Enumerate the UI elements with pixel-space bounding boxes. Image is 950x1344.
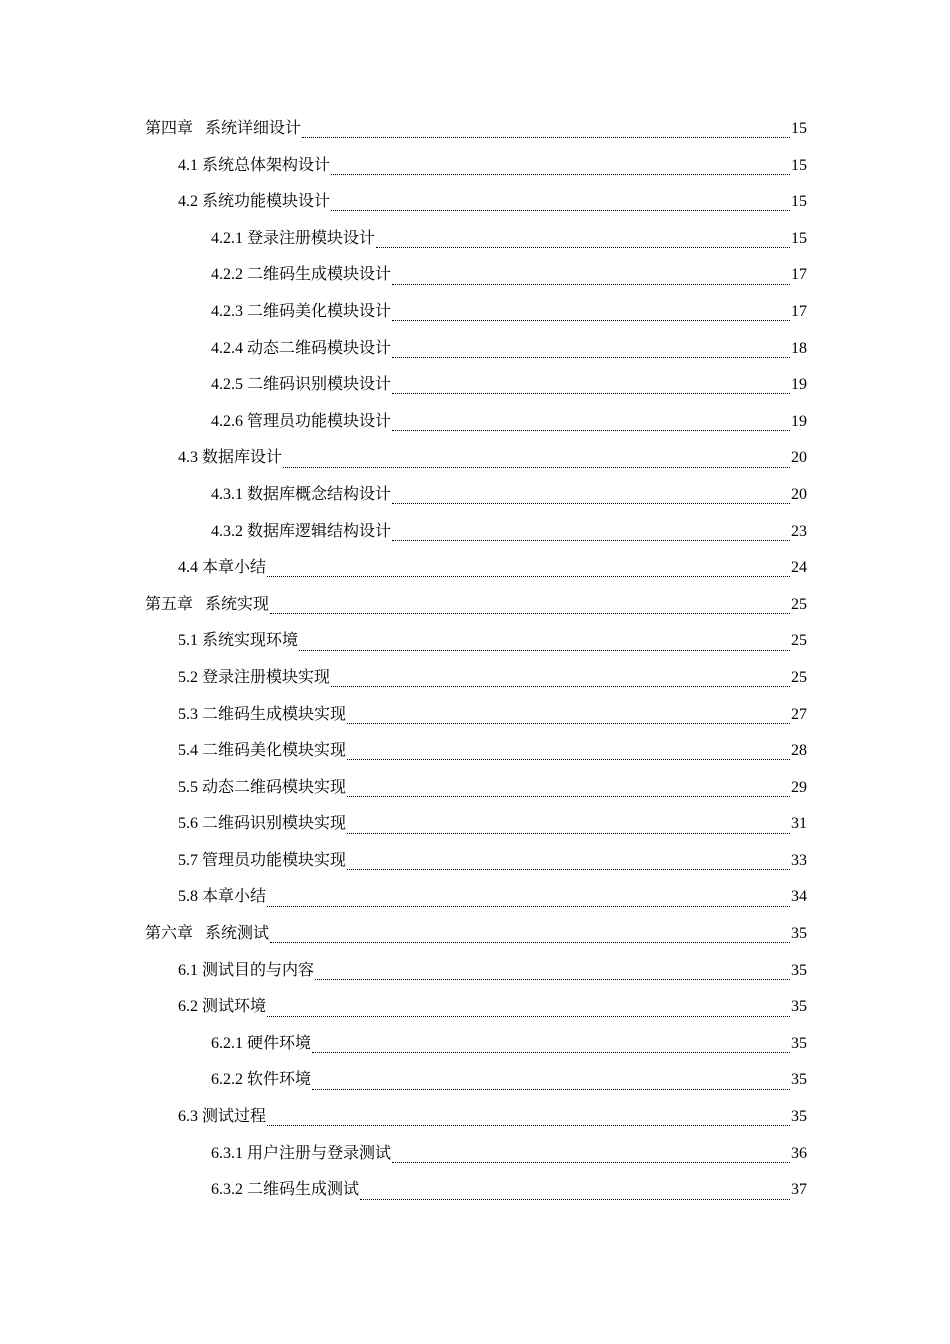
toc-entry-5-4[interactable] [145,733,807,770]
toc-entry-number: 5.1 [178,632,198,650]
toc-entry-number: 5.3 [178,705,198,723]
toc-entry-page: 35 [791,998,807,1016]
dot-leader [331,198,790,214]
toc-entry-page: 15 [791,120,807,137]
toc-entry-4-3-1[interactable] [145,477,807,514]
toc-entry-title: 系统实现 [205,595,270,613]
dot-leader [392,491,790,507]
toc-entry-number: 4.2.4 [211,339,243,357]
toc-entry-6-2[interactable] [145,989,807,1026]
toc-entry-page: 25 [791,595,807,613]
toc-entry-chapter-4[interactable] [145,111,807,148]
dot-leader [267,564,790,580]
toc-entry-4-2-2[interactable] [145,257,807,294]
dot-leader [331,162,790,178]
toc-entry-6-2-1[interactable] [145,1026,807,1063]
toc-entry-page: 25 [791,632,807,650]
dot-leader [283,455,790,471]
toc-entry-4-4[interactable] [145,550,807,587]
dot-leader [392,272,790,288]
toc-entry-page: 19 [791,412,807,430]
toc-entry-4-2-4[interactable] [145,331,807,368]
table-of-contents [145,111,807,1209]
toc-entry-page: 17 [791,266,807,284]
toc-entry-5-6[interactable] [145,806,807,843]
toc-entry-number: 5.4 [178,742,198,760]
toc-entry-4-2[interactable] [145,184,807,221]
dot-leader [347,747,790,763]
toc-entry-page: 35 [791,1108,807,1126]
toc-entry-number: 5.5 [178,778,198,796]
toc-entry-title: 二维码美化模块设计 [247,302,392,320]
toc-entry-number: 6.3.2 [211,1181,243,1199]
toc-entry-page: 29 [791,778,807,796]
toc-entry-6-3-2[interactable] [145,1172,807,1209]
dot-leader [299,638,790,654]
toc-entry-number: 第五章 [145,595,194,613]
toc-entry-page: 17 [791,302,807,320]
toc-entry-chapter-6[interactable] [145,916,807,953]
toc-entry-page: 24 [791,559,807,577]
dot-leader [376,235,790,251]
toc-entry-6-1[interactable] [145,953,807,990]
toc-entry-page: 18 [791,339,807,357]
toc-entry-number: 6.2 [178,998,198,1016]
toc-entry-page: 25 [791,668,807,686]
toc-entry-number: 第六章 [145,925,194,943]
toc-entry-title: 登录注册模块实现 [202,668,331,686]
toc-entry-title: 系统详细设计 [205,120,302,137]
toc-entry-5-5[interactable] [145,770,807,807]
toc-entry-number: 5.8 [178,888,198,906]
toc-entry-number: 6.1 [178,961,198,979]
toc-entry-title: 动态二维码模块设计 [247,339,392,357]
toc-entry-number: 5.7 [178,851,198,869]
dot-leader [312,1040,790,1056]
toc-entry-number: 6.2.1 [211,1034,243,1052]
toc-entry-number: 4.2.2 [211,266,243,284]
toc-entry-title: 数据库逻辑结构设计 [247,522,392,540]
toc-entry-number: 6.3 [178,1108,198,1126]
toc-entry-number: 6.3.1 [211,1144,243,1162]
dot-leader [392,308,790,324]
toc-entry-title: 动态二维码模块实现 [202,778,347,796]
toc-entry-5-8[interactable] [145,879,807,916]
dot-leader [347,857,790,873]
dot-leader [267,894,790,910]
toc-entry-page: 37 [791,1181,807,1199]
dot-leader [312,1077,790,1093]
toc-entry-page: 20 [791,485,807,503]
toc-entry-title: 二维码生成模块实现 [202,705,347,723]
toc-entry-number: 4.2 [178,193,198,211]
dot-leader [347,821,790,837]
toc-entry-page: 15 [791,229,807,247]
toc-entry-4-2-5[interactable] [145,367,807,404]
toc-entry-title: 二维码识别模块实现 [202,815,347,833]
toc-entry-title: 硬件环境 [247,1034,312,1052]
toc-entry-number: 4.4 [178,559,198,577]
toc-entry-page: 35 [791,1071,807,1089]
toc-entry-number: 4.3 [178,449,198,467]
dot-leader [270,601,790,617]
toc-entry-title: 系统总体架构设计 [202,156,331,174]
dot-leader [392,418,790,434]
toc-entry-page: 15 [791,193,807,211]
toc-entry-5-1[interactable] [145,623,807,660]
toc-entry-4-2-3[interactable] [145,294,807,331]
toc-entry-6-2-2[interactable] [145,1062,807,1099]
toc-entry-4-2-1[interactable] [145,221,807,258]
dot-leader [267,1004,790,1020]
toc-entry-page: 15 [791,156,807,174]
toc-entry-page: 35 [791,1034,807,1052]
toc-entry-number: 4.3.1 [211,485,243,503]
toc-entry-number: 4.1 [178,156,198,174]
toc-entry-title: 二维码美化模块实现 [202,742,347,760]
toc-entry-title: 本章小结 [202,559,267,577]
toc-entry-title: 数据库设计 [202,449,283,467]
dot-leader [347,711,790,727]
toc-entry-title: 系统功能模块设计 [202,193,331,211]
toc-entry-page: 31 [791,815,807,833]
toc-entry-4-3[interactable] [145,440,807,477]
toc-entry-title: 系统实现环境 [202,632,299,650]
toc-entry-page: 35 [791,925,807,943]
dot-leader [331,674,790,690]
toc-entry-title: 管理员功能模块设计 [247,412,392,430]
toc-entry-title: 测试环境 [202,998,267,1016]
toc-entry-number: 4.2.1 [211,229,243,247]
toc-entry-title: 软件环境 [247,1071,312,1089]
toc-entry-title: 二维码生成模块设计 [247,266,392,284]
toc-entry-title: 数据库概念结构设计 [247,485,392,503]
toc-entry-title: 测试过程 [202,1108,267,1126]
toc-entry-page: 33 [791,851,807,869]
toc-entry-number: 5.6 [178,815,198,833]
toc-entry-number: 4.2.3 [211,302,243,320]
dot-leader [302,125,790,141]
toc-entry-number: 5.2 [178,668,198,686]
toc-entry-4-1[interactable] [145,148,807,185]
toc-entry-5-2[interactable] [145,660,807,697]
toc-entry-6-3-1[interactable] [145,1136,807,1173]
dot-leader [392,345,790,361]
toc-entry-title: 管理员功能模块实现 [202,851,347,869]
dot-leader [270,930,790,946]
toc-entry-page: 27 [791,705,807,723]
toc-entry-5-7[interactable] [145,843,807,880]
toc-entry-page: 35 [791,961,807,979]
toc-entry-number: 4.3.2 [211,522,243,540]
dot-leader [315,967,790,983]
toc-entry-number: 4.2.6 [211,412,243,430]
toc-entry-page: 23 [791,522,807,540]
toc-entry-number: 4.2.5 [211,376,243,394]
dot-leader [392,1150,790,1166]
toc-entry-5-3[interactable] [145,697,807,734]
toc-entry-page: 34 [791,888,807,906]
toc-entry-title: 本章小结 [202,888,267,906]
toc-entry-number: 6.2.2 [211,1071,243,1089]
toc-entry-6-3[interactable] [145,1099,807,1136]
toc-entry-4-2-6[interactable] [145,404,807,441]
toc-entry-title: 测试目的与内容 [202,961,315,979]
dot-leader [392,381,790,397]
toc-entry-page: 20 [791,449,807,467]
toc-entry-title: 二维码识别模块设计 [247,376,392,394]
toc-entry-title: 系统测试 [205,925,270,943]
toc-entry-chapter-5[interactable] [145,587,807,624]
toc-entry-title: 登录注册模块设计 [247,229,376,247]
toc-entry-number: 第四章 [145,120,194,137]
toc-entry-page: 36 [791,1144,807,1162]
dot-leader [267,1113,790,1129]
dot-leader [347,784,790,800]
toc-entry-title: 二维码生成测试 [247,1181,360,1199]
toc-entry-page: 19 [791,376,807,394]
dot-leader [392,528,790,544]
toc-entry-title: 用户注册与登录测试 [247,1144,392,1162]
toc-entry-page: 28 [791,742,807,760]
toc-entry-4-3-2[interactable] [145,514,807,551]
dot-leader [360,1187,790,1203]
